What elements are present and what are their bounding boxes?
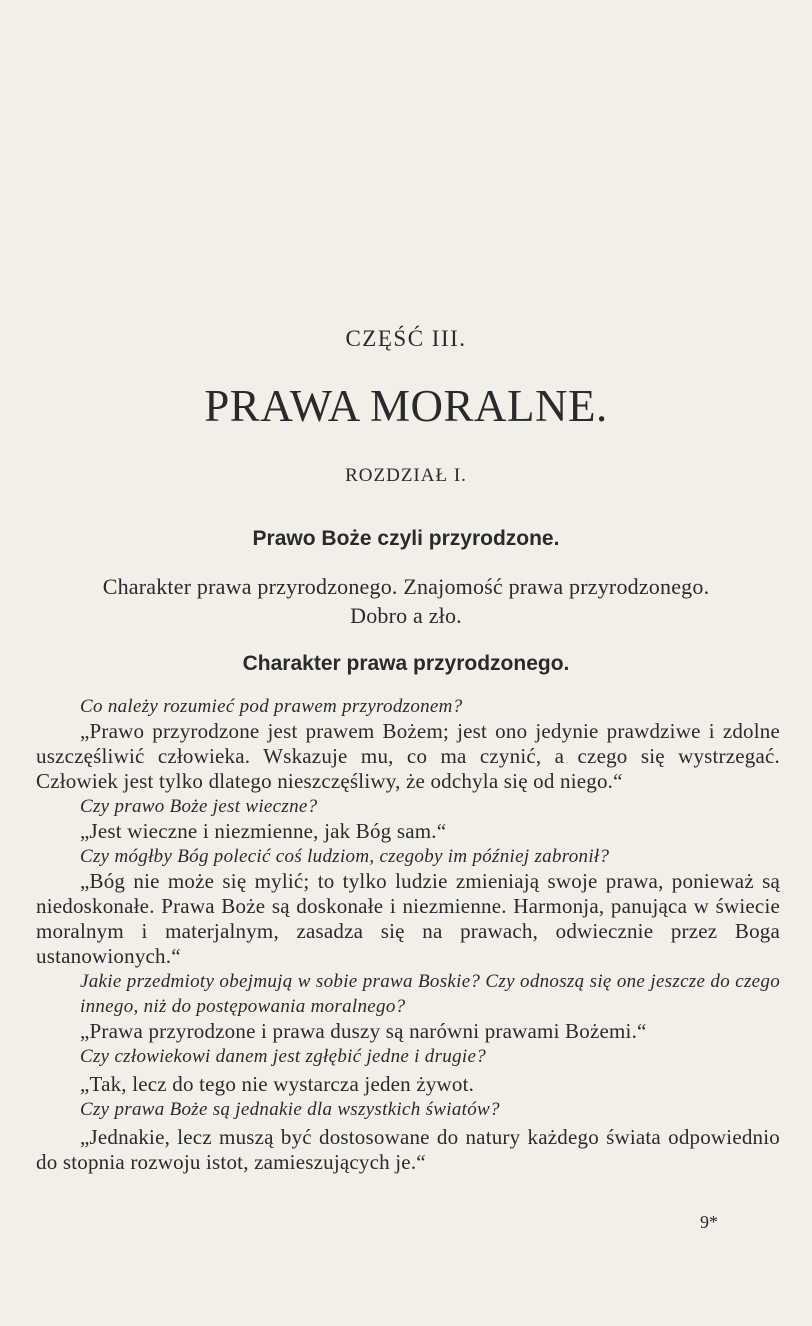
chapter-label: ROZDZIAŁ I. [345, 465, 467, 486]
answer: „Jednakie, lecz muszą być dostosowane do natury każdego świata odpowiednio do stopnia rozwoju istot, zamieszujących je.“ [36, 1125, 780, 1174]
chapter-summary [0, 572, 812, 630]
page-title: PRAWA MORALNE. [204, 381, 608, 431]
answer: „Tak, lecz do tego nie wystarcza jeden żywot. [80, 1072, 475, 1096]
summary-line: Dobro a zło. [350, 603, 462, 628]
body-text [36, 694, 780, 1175]
chapter-title: Prawo Boże czyli przyrodzone. [252, 527, 560, 550]
answer: „Prawo przyrodzone jest prawem Bożem; jest ono jedynie prawdziwe i zdolne uszczęśliwić człowieka. Wskazuje mu, co ma czynić, a czego się wystrzegać. Człowiek jest tylko dlatego nieszczęśliwy, że odchyla się od niego.“ [36, 719, 780, 793]
printer-signature: 9* [700, 1212, 718, 1232]
question: Czy prawa Boże są jednakie dla wszystkich światów? [80, 1099, 500, 1120]
summary-line: Charakter prawa przyrodzonego. Znajomość prawa przyrodzonego. [102, 574, 710, 599]
question: Czy mógłby Bóg polecić coś ludziom, czegoby im później zabronił? [80, 846, 610, 867]
answer: „Jest wieczne i niezmienne, jak Bóg sam.“ [80, 819, 447, 843]
question: Czy człowiekowi danem jest zgłębić jedne i drugie? [80, 1046, 487, 1067]
section-title: Charakter prawa przyrodzonego. [242, 652, 570, 675]
answer: „Bóg nie może się mylić; to tylko ludzie zmieniają swoje prawa, ponieważ są niedoskonałe. Prawa Boże są doskonałe i niezmienne. Harmonja, panująca w świecie moralnym i materjalnym, zasadza się na prawach, odwiecznie przez Boga ustanowionych.“ [36, 869, 780, 968]
question: Jakie przedmioty obejmują w sobie prawa Boskie? Czy odnoszą się one jeszcze do czego innego, niż do postępowania moralnego? [80, 971, 780, 1017]
question: Czy prawo Boże jest wieczne? [80, 796, 318, 817]
question: Co należy rozumieć pod prawem przyrodzonem? [80, 696, 463, 717]
part-label: CZĘŚĆ III. [345, 326, 467, 351]
answer: „Prawa przyrodzone i prawa duszy są narówni prawami Bożemi.“ [80, 1019, 647, 1043]
